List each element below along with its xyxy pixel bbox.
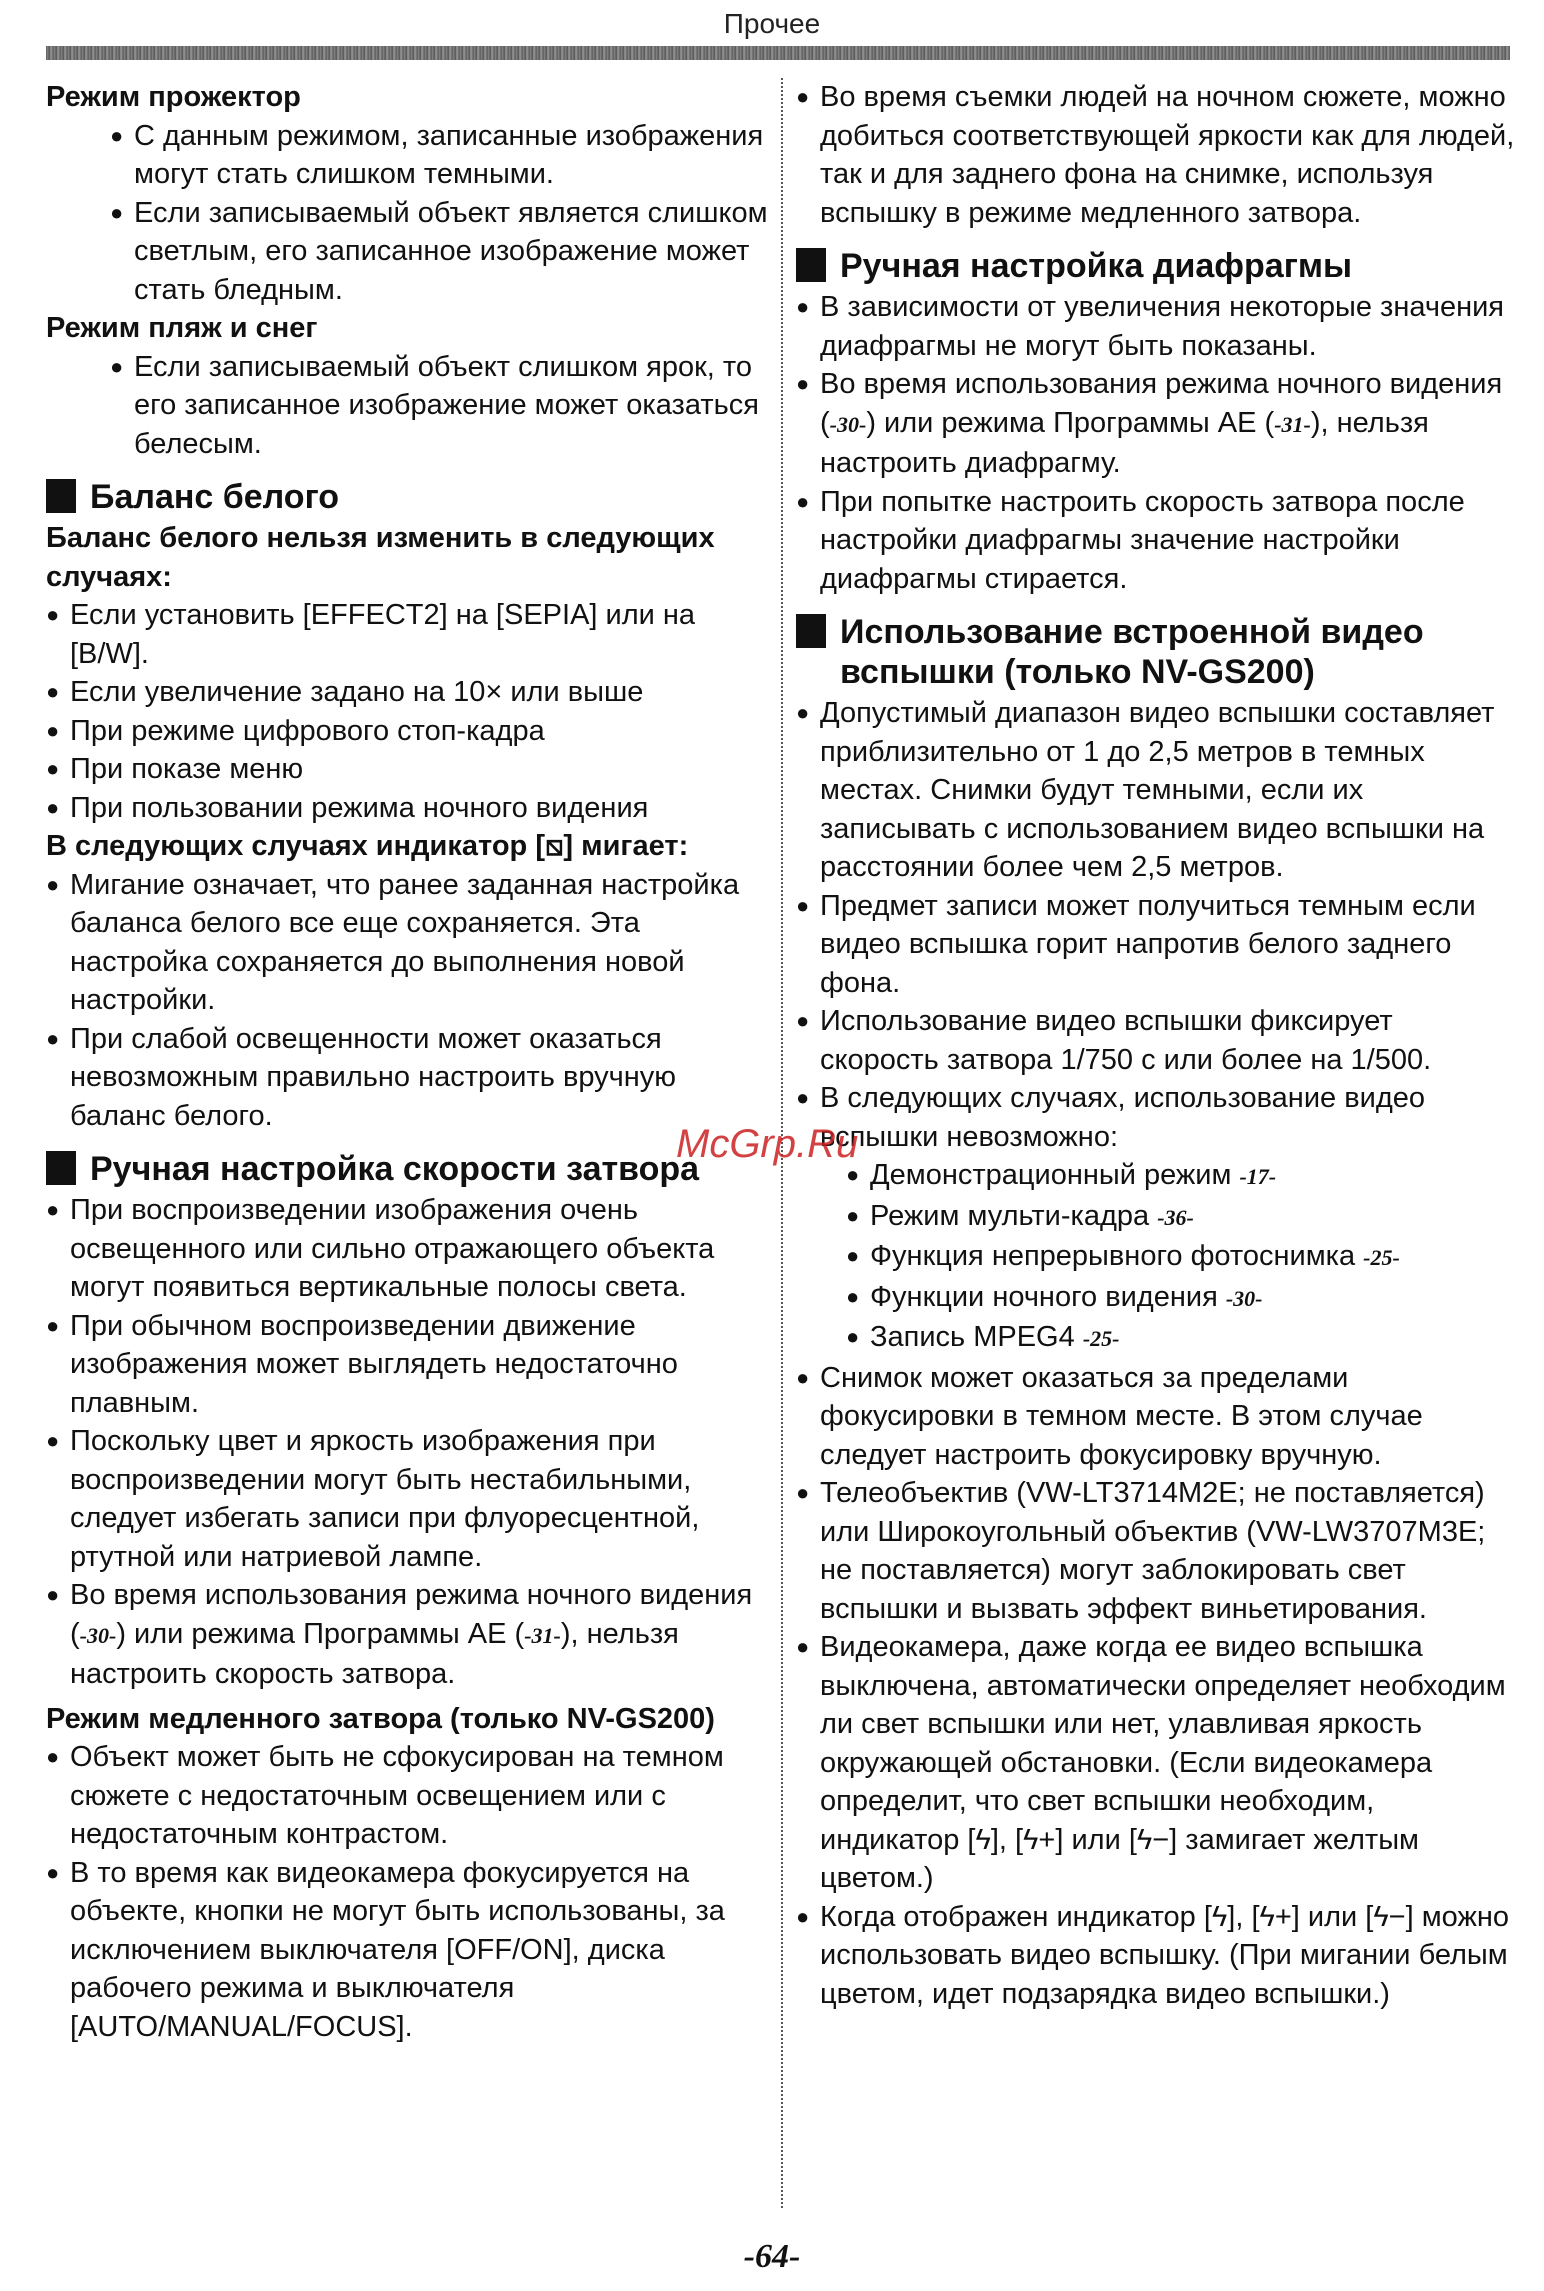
slow-shutter-heading: Режим медленного затвора (только NV-GS200) [46,1702,715,1735]
left-column [46,78,776,2046]
page-reference: -17- [1239,1164,1277,1189]
section-square-icon [46,479,76,513]
bullet-item: ● При режиме цифрового стоп-кадра [46,712,776,751]
page-reference: -25- [1363,1245,1400,1270]
sub-bullet-item: ● Демонстрационный режим -17- [846,1156,1516,1197]
bullet-item: ● Если записываемый объект является слишком светлым, его записанное изображение может стать бледным. [110,194,776,310]
white-balance-heading: Баланс белого [46,477,776,517]
bullet-item: ● При воспроизведении изображения очень освещенного или сильно отражающего объекта могут появиться вертикальные полосы света. [46,1191,776,1307]
page-reference: -36- [1157,1204,1194,1230]
sub-bullet-item: ● Запись MPEG4 -25- [846,1318,1516,1359]
sub-bullet-item: ● Функции ночного видения -30- [846,1278,1516,1319]
bullet-item: ● При показе меню [46,750,776,789]
bullet-item: ● При пользовании режима ночного видения [46,789,776,828]
bullet-item: ● В зависимости от увеличения некоторые значения диафрагмы не могут быть показаны. [796,288,1516,365]
white-balance-subheading: Баланс белого нельзя изменить в следующих случаях: [46,522,715,593]
page-number: -64- [743,2238,801,2275]
bullet-item: ● Видеокамера, даже когда ее видео вспышка выключена, автоматически определяет необходим ли свет вспышки или нет, улавливая яркость окружающей обстановки. (Если видеокамера определит, что свет вспышки необходим, индикатор [ϟ], [ϟ+] или [ϟ−] замигает желтым цветом.) [796,1628,1516,1898]
bullet-item: ● Если установить [EFFECT2] на [SEPIA] или на [B/W]. [46,596,776,673]
page-reference: -25- [1082,1326,1120,1351]
bullet-item: ● Во время использования режима ночного видения (-30-) или режима Программы АЕ (-31-), нельзя настроить диафрагму. [796,365,1516,483]
page-reference: -31- [1274,411,1311,437]
video-flash-heading: Использование встроенной видео вспышки (только NV-GS200) [796,612,1516,692]
bullet-item: ● В следующих случаях, использование видео вспышки невозможно: [796,1079,1516,1156]
bullet-item: ● При попытке настроить скорость затвора после настройки диафрагмы значение настройки диафрагмы стирается. [796,483,1516,599]
sub-bullet-item: ● Режим мульти-кадра -36- [846,1197,1516,1238]
page-reference: -30- [829,411,867,437]
beach-snow-heading: Режим пляж и снег [46,312,318,344]
page-reference: -31- [524,1622,561,1648]
shutter-speed-heading: Ручная настройка скорости затвора [46,1149,776,1189]
bullet-item: ● Во время использования режима ночного видения (-30-) или режима Программы АЕ (-31-), нельзя настроить скорость затвора. [46,1576,776,1694]
section-square-icon [796,614,826,648]
bullet-item: ● В то время как видеокамера фокусируется на объекте, кнопки не могут быть использованы, за исключением выключателя [OFF/ON], диска рабочего режима и выключателя [AUTO/MANUAL/FOCUS]. [46,1854,776,2047]
bullet-item: ● Мигание означает, что ранее заданная настройка баланса белого все еще сохраняется. Эта настройка сохраняется до выполнения новой настройки. [46,866,776,1020]
bullet-item: ● Снимок может оказаться за пределами фокусировки в темном месте. В этом случае следует настроить фокусировку вручную. [796,1359,1516,1475]
bullet-item: ● При слабой освещенности может оказаться невозможным правильно настроить вручную баланс белого. [46,1020,776,1136]
bullet-item: ● Во время съемки людей на ночном сюжете, можно добиться соответствующей яркости как для людей, так и для заднего фона на снимке, используя вспышку в режиме медленного затвора. [796,78,1516,232]
iris-heading: Ручная настройка диафрагмы [796,246,1516,286]
watermark: McGrp.Ru [676,1122,859,1166]
section-square-icon [46,1151,76,1185]
section-square-icon [796,248,826,282]
bullet-item: ● Телеобъектив (VW-LT3714M2E; не поставляется) или Широкоугольный объектив (VW-LW3707M3E; не поставляется) могут заблокировать свет вспышки и вызвать эффект виньетирования. [796,1474,1516,1628]
bullet-item: ● Когда отображен индикатор [ϟ], [ϟ+] или [ϟ−] можно использовать видео вспышку. (При мигании белым цветом, идет подзарядка видео вспышки.) [796,1898,1516,2014]
page-header-title: Прочее [723,8,821,39]
bullet-item: ● При обычном воспроизведении движение изображения может выглядеть недостаточно плавным. [46,1307,776,1423]
projector-mode-heading: Режим прожектор [46,81,301,113]
header-divider-bar [46,46,1510,60]
bullet-item: ● Допустимый диапазон видео вспышки составляет приблизительно от 1 до 2,5 метров в темных местах. Снимки будут темными, если их записывать с использованием видео вспышки на расстоянии более чем 2,5 метров. [796,694,1516,887]
indicator-blink-subheading: В следующих случаях индикатор [⧅] мигает: [46,830,689,862]
bullet-item: ● Предмет записи может получиться темным если видео вспышка горит напротив белого заднего фона. [796,887,1516,1003]
page-reference: -30- [1225,1285,1263,1311]
right-column [796,78,1516,2013]
bullet-item: ● С данным режимом, записанные изображения могут стать слишком темными. [110,117,776,194]
bullet-item: ● Использование видео вспышки фиксирует скорость затвора 1/750 с или более на 1/500. [796,1002,1516,1079]
bullet-item: ● Если записываемый объект слишком ярок, то его записанное изображение может оказаться белесым. [110,348,776,464]
bullet-item: ● Если увеличение задано на 10× или выше [46,673,776,712]
bullet-item: ● Поскольку цвет и яркость изображения при воспроизведении могут быть нестабильными, следует избегать записи при флуоресцентной, ртутной или натриевой лампе. [46,1422,776,1576]
sub-bullet-item: ● Функция непрерывного фотоснимка -25- [846,1237,1516,1278]
bullet-item: ● Объект может быть не сфокусирован на темном сюжете с недостаточным освещением или с недостаточным контрастом. [46,1738,776,1854]
page-reference: -30- [79,1622,117,1648]
